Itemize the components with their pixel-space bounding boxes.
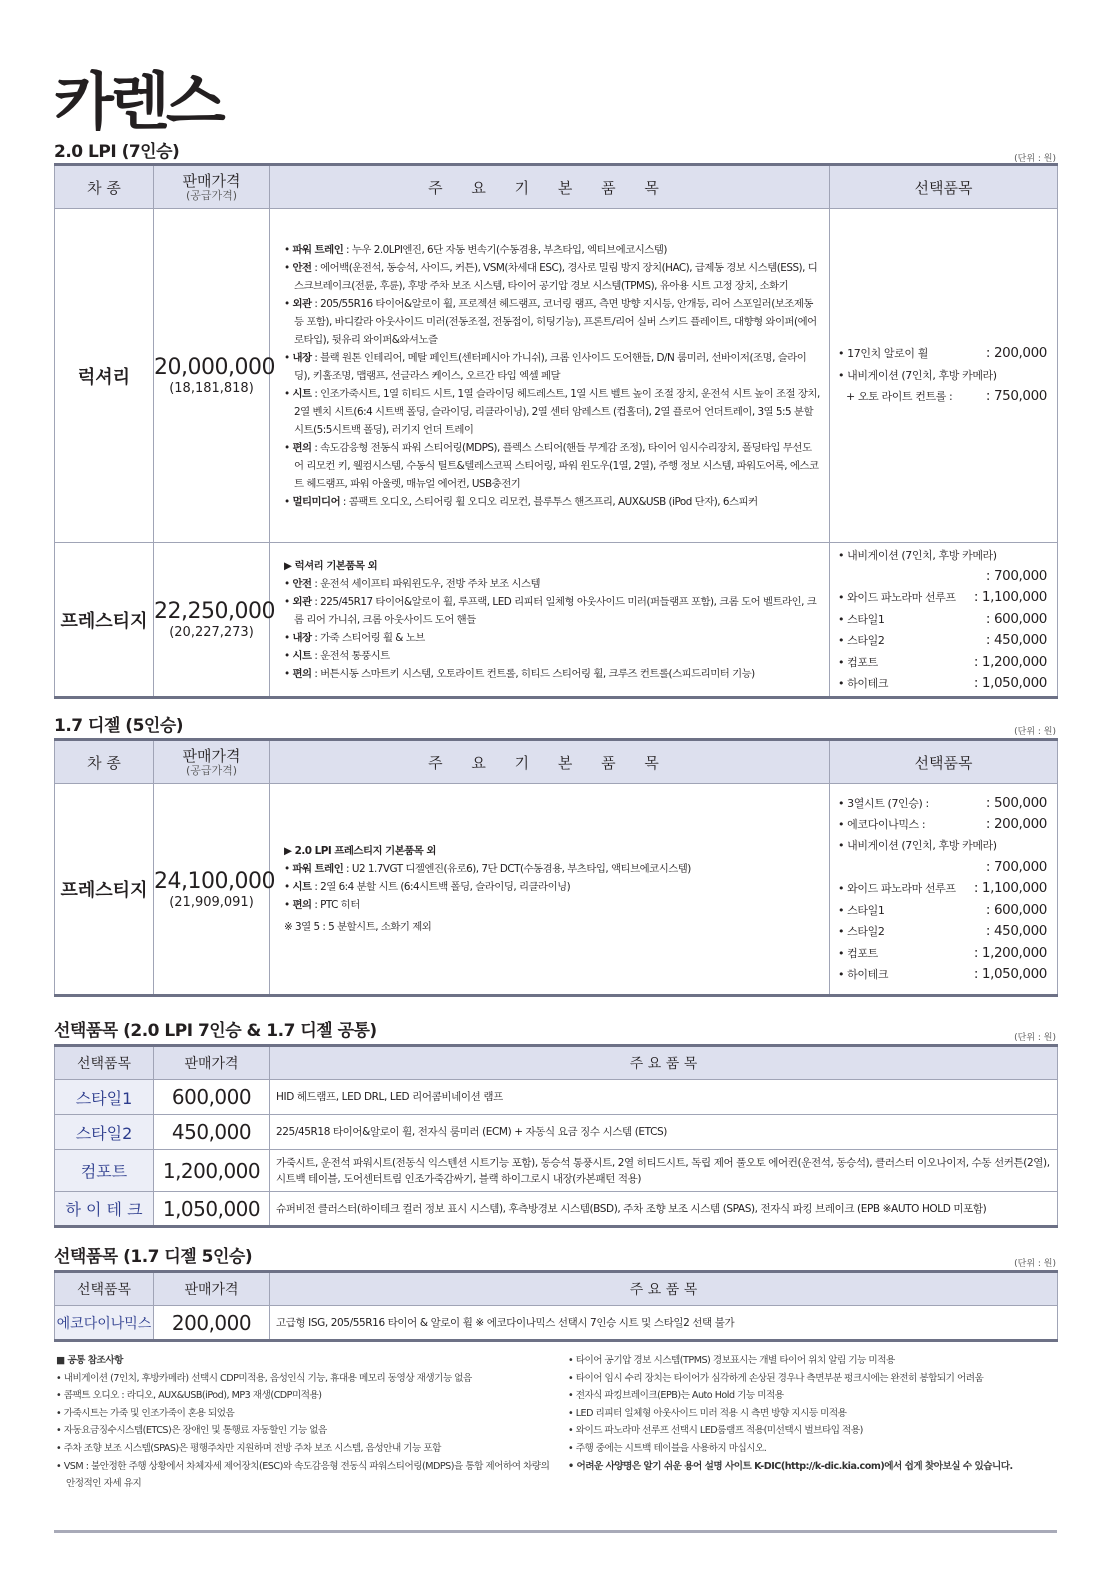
option-hitech-desc: 슈퍼비전 클러스터(하이테크 컬러 정보 표시 시스템), 후측방경보 시스템(BSD), 주차 조향 보조 시스템 (SPAS), 전자식 파킹 브레이크 (EPB ※AUTO HOLD 미포함) [270, 1192, 1058, 1227]
option-comfort-price: 1,200,000 [154, 1150, 270, 1192]
option-style1-desc: HID 헤드램프, LED DRL, LED 리어콤비네이션 램프 [270, 1080, 1058, 1115]
unit-label: (단위 : 원) [1014, 1033, 1056, 1043]
option-item: • 하이테크 : 1,050,000 [838, 675, 1047, 692]
option-ecodynamics-price: 200,000 [154, 1306, 270, 1341]
option-hitech: 하 이 테 크 [55, 1192, 154, 1227]
option-item: • 하이테크 : 1,050,000 [838, 965, 1047, 982]
diesel-spec-table [54, 738, 1058, 997]
bottom-divider [54, 1530, 1057, 1533]
section-title-lpi: 2.0 LPI (7인승) [54, 142, 180, 162]
lpi-spec-table [54, 163, 1058, 699]
note-item: • 내비게이션 (7인치, 후방카메라) 선택시 CDP미적용, 음성인식 기능, 휴대용 메모리 동영상 재생기능 없음 [56, 1372, 472, 1384]
option-item: • 스타일1 : 600,000 [838, 901, 1047, 918]
feature-item: • 외관 : 225/45R17 타이어&알로이 휠, 루프랙, LED 리피터 일체형 아웃사이드 미러(퍼들램프 포함), 크롬 도어 벨트라인, 크롬 리어 가니쉬, 크롬 아웃사이드 도어 핸들 [284, 595, 817, 626]
feature-item: • 안전 : 에어백(운전석, 동승석, 사이드, 커튼), VSM(차세대 ESC), 경사로 밀림 방지 장치(HAC), 급제동 경보 시스템(ESS), 디스크브레이크(전륜, 후륜), 후방 주차 보조 시스템, 타이어 공기압 경보 시스템(TPMS), 유아용 시트 고정 장치, 소화기 [284, 261, 818, 292]
header-option-name: 선택품목 [55, 1272, 154, 1306]
option-item: • 컴포트 : 1,200,000 [838, 653, 1047, 670]
note-item: • 주차 조향 보조 시스템(SPAS)은 평행주차만 지원하며 전방 주차 보조 시스템, 음성안내 기능 포함 [56, 1442, 441, 1454]
note-item: • 타이어 임시 수리 장치는 타이어가 심각하게 손상된 경우나 측면부분 펑크시에는 완전히 봉합되기 어려움 [568, 1372, 984, 1384]
features-prestige-diesel [270, 784, 830, 996]
header-options: 선택품목 [830, 165, 1058, 209]
feature-item: • 멀티미디어 : 콤팩트 오디오, 스티어링 휠 오디오 리모컨, 블루투스 핸즈프리, AUX&USB (iPod 단자), 6스피커 [284, 495, 758, 508]
note-item: • 가죽시트는 가죽 및 인조가죽이 혼용 되었음 [56, 1407, 235, 1419]
option-item: • 와이드 파노라마 선루프 : 1,100,000 [838, 880, 1047, 897]
option-hitech-price: 1,050,000 [154, 1192, 270, 1227]
feature-item: • 편의 : PTC 히터 [284, 899, 360, 911]
header-price: 판매가격 (공급가격) [154, 165, 270, 209]
header-features: 주 요 기 본 품 목 [270, 165, 830, 209]
header-option-price: 판매가격 [154, 1272, 270, 1306]
header-model: 차 종 [55, 740, 154, 784]
note-item: • 전자식 파킹브레이크(EPB)는 Auto Hold 기능 미적용 [568, 1390, 784, 1402]
option-item: • 에코다이나믹스 : : 200,000 [838, 816, 1047, 833]
option-style2-price: 450,000 [154, 1115, 270, 1150]
option-style1-price: 600,000 [154, 1080, 270, 1115]
price-prestige-diesel: 24,100,000 (21,909,091) [154, 784, 270, 996]
unit-label: (단위 : 원) [1014, 1259, 1056, 1269]
section-title-diesel-options: 선택품목 (1.7 디젤 5인승) [54, 1247, 253, 1267]
features-heading: ▶ 럭셔리 기본품목 외 [284, 559, 378, 572]
note-item-kdic: • 어려운 사양명은 알기 쉬운 용어 설명 사이트 K-DIC(http://k-dic.kia.com)에서 쉽게 찾아보실 수 있습니다. [568, 1460, 1013, 1472]
common-options-table [54, 1044, 1058, 1228]
section-title-common-options: 선택품목 (2.0 LPI 7인승 & 1.7 디젤 공통) [54, 1021, 377, 1041]
note-item: • 와이드 파노라마 선루프 선택시 LED룸램프 적용(미선택시 벌브타입 적용) [568, 1425, 863, 1437]
features-luxury [270, 209, 830, 543]
model-prestige-lpi: 프레스티지 [55, 543, 154, 698]
option-item: • 3열시트 (7인승) : : 500,000 [838, 794, 1047, 811]
feature-item: • 내장 : 블랙 원톤 인테리어, 메탈 페인트(센터페시아 가니쉬), 크롬 인사이드 도어핸들, D/N 룸미러, 선바이저(조명, 슬라이딩), 키홀조명, 맵램프, 선글라스 케이스, 오르간 타입 엑셀 페달 [284, 351, 807, 382]
header-price: 판매가격 (공급가격) [154, 740, 270, 784]
option-item: : 700,000 [985, 567, 1047, 584]
note-item: • VSM : 불안정한 주행 상황에서 차체자세 제어장치(ESC)와 속도감응형 전동식 파워스티어링(MDPS)을 통합 제어하여 차량의 안정적인 자세 유지 [56, 1460, 550, 1490]
header-model: 차 종 [55, 165, 154, 209]
feature-item: • 편의 : 버튼시동 스마트키 시스템, 오토라이트 컨트롤, 히티드 스티어링 휠, 크루즈 컨트롤(스피드리미터 기능) [284, 667, 755, 680]
feature-item: • 외관 : 205/55R16 타이어&알로이 휠, 프로젝션 헤드램프, 코너링 램프, 측면 방향 지시등, 안개등, 리어 스포일러(보조제동등 포함), 바디칼라 아웃사이드 미러(전동조절, 전동접이, 히팅기능), 프론트/리어 실버 스키드 플레이트, 대향형 와이퍼(에어로타입), 뒷유리 와이퍼&와셔노즐 [284, 297, 817, 346]
features-heading: ▶ 2.0 LPI 프레스티지 기본품목 외 [284, 845, 436, 857]
feature-item: • 내장 : 가죽 스티어링 휠 & 노브 [284, 631, 425, 644]
price-prestige-lpi: 22,250,000 (20,227,273) [154, 543, 270, 698]
options-prestige-diesel [830, 784, 1058, 996]
feature-item: • 파워 트레인 : 누우 2.0LPI엔진, 6단 자동 변속기(수동겸용, 부츠타입, 엑티브에코시스템) [284, 243, 667, 256]
header-option-desc: 주 요 품 목 [270, 1272, 1058, 1306]
note-item: • 타이어 공기압 경보 시스템(TPMS) 경보표시는 개별 타이어 위치 알림 기능 미적용 [568, 1355, 895, 1366]
option-style2-desc: 225/45R18 타이어&알로이 휠, 전자식 룸미러 (ECM) + 자동식 요금 징수 시스템 (ETCS) [270, 1115, 1058, 1150]
feature-item: • 편의 : 속도감응형 전동식 파워 스티어링(MDPS), 플렉스 스티어(핸들 무게감 조정), 타이어 임시수리장치, 폴딩타입 무선도어 리모컨 키, 웰컴시스템, 수동식 틸트&텔레스코픽 스티어링, 파워 윈도우(1열, 2열), 주행 정보 시스템, 파워도어록, 에스코트 헤드램프, 파워 아울렛, 매뉴얼 에어컨, USB충전기 [284, 441, 819, 490]
option-comfort: 컴포트 [55, 1150, 154, 1192]
notes-left [56, 1352, 556, 1493]
feature-item: • 파워 트레인 : U2 1.7VGT 디젤엔진(유로6), 7단 DCT(수동겸용, 부츠타입, 액티브에코시스템) [284, 863, 691, 875]
option-item: • 스타일2 : 450,000 [838, 923, 1047, 940]
price-luxury: 20,000,000 (18,181,818) [154, 209, 270, 543]
note-item: • 자동요금징수시스템(ETCS)은 장애인 및 통행료 자동할인 기능 없음 [56, 1425, 327, 1437]
model-luxury: 럭셔리 [55, 209, 154, 543]
notes-right [568, 1352, 1058, 1475]
feature-item: • 시트 : 2열 6:4 분할 시트 (6:4시트백 폴딩, 슬라이딩, 리클라이닝) [284, 881, 571, 893]
page-title: 카렌스 [54, 65, 222, 138]
unit-label: (단위 : 원) [1014, 154, 1056, 164]
option-style1: 스타일1 [55, 1080, 154, 1115]
header-option-name: 선택품목 [55, 1046, 154, 1080]
note-item: • LED 리피터 일체형 아웃사이드 미러 적용 시 측면 방향 지시등 미적용 [568, 1407, 847, 1419]
diesel-options-table [54, 1270, 1058, 1342]
option-item: • 17인치 알로이 휠 : 200,000 [838, 345, 1047, 362]
options-prestige-lpi [830, 543, 1058, 698]
option-style2: 스타일2 [55, 1115, 154, 1150]
header-option-price: 판매가격 [154, 1046, 270, 1080]
option-item: • 내비게이션 (7인치, 후방 카메라) [838, 548, 997, 562]
header-option-desc: 주 요 품 목 [270, 1046, 1058, 1080]
options-luxury [830, 209, 1058, 543]
feature-item: • 안전 : 운전석 세이프티 파워윈도우, 전방 주차 보조 시스템 [284, 577, 541, 590]
section-title-diesel: 1.7 디젤 (5인승) [54, 716, 184, 736]
unit-label: (단위 : 원) [1014, 727, 1056, 737]
option-item: • 컴포트 : 1,200,000 [838, 944, 1047, 961]
option-ecodynamics: 에코다이나믹스 [55, 1306, 154, 1341]
option-item: : 700,000 [985, 858, 1047, 875]
option-item: • 스타일1 : 600,000 [838, 610, 1047, 627]
option-comfort-desc: 가죽시트, 운전석 파워시트(전동식 익스텐션 시트기능 포함), 동승석 통풍시트, 2열 히티드시트, 독립 제어 풀오토 에어컨(운전석, 동승석), 클러스터 이오나이저, 수동 선커튼(2열), 시트백 테이블, 도어센터트림 인조가죽감싸기, 블랙 하이그로시 내장(카본패턴 적용) [270, 1150, 1058, 1192]
feature-item: • 시트 : 운전석 통풍시트 [284, 649, 390, 662]
model-prestige-diesel: 프레스티지 [55, 784, 154, 996]
header-options: 선택품목 [830, 740, 1058, 784]
header-features: 주 요 기 본 품 목 [270, 740, 830, 784]
features-prestige-lpi [270, 543, 830, 698]
option-item: • 내비게이션 (7인치, 후방 카메라) [838, 368, 997, 382]
feature-item: • 시트 : 인조가죽시트, 1열 히티드 시트, 1열 슬라이딩 헤드레스트, 1열 시트 벨트 높이 조절 장치, 운전석 시트 높이 조절 장치, 2열 벤치 시트(6:4 시트백 폴딩, 슬라이딩, 리클라이닝), 2열 센터 암레스트 (컵홀더), 2열 플로어 언더트레이, 3열 5:5 분할 시트(5:5시트백 폴딩), 러기지 언더 트레이 [284, 387, 820, 436]
note-item: • 주행 중에는 시트백 테이블을 사용하지 마십시오. [568, 1442, 767, 1454]
option-item: + 오토 라이트 컨트롤 : : 750,000 [846, 388, 1047, 405]
option-item: • 와이드 파노라마 선루프 : 1,100,000 [838, 589, 1047, 606]
feature-note: ※ 3열 5 : 5 분할시트, 소화기 제외 [284, 921, 432, 933]
option-item: • 내비게이션 (7인치, 후방 카메라) [838, 839, 997, 853]
note-item: • 콤팩트 오디오 : 라디오, AUX&USB(iPod), MP3 재생(CDP미적용) [56, 1390, 322, 1402]
option-ecodynamics-desc: 고급형 ISG, 205/55R16 타이어 & 알로이 휠 ※ 에코다이나믹스 선택시 7인승 시트 및 스타일2 선택 불가 [270, 1306, 1058, 1341]
option-item: • 스타일2 : 450,000 [838, 632, 1047, 649]
notes-heading: ■ 공통 참조사항 [56, 1355, 123, 1366]
